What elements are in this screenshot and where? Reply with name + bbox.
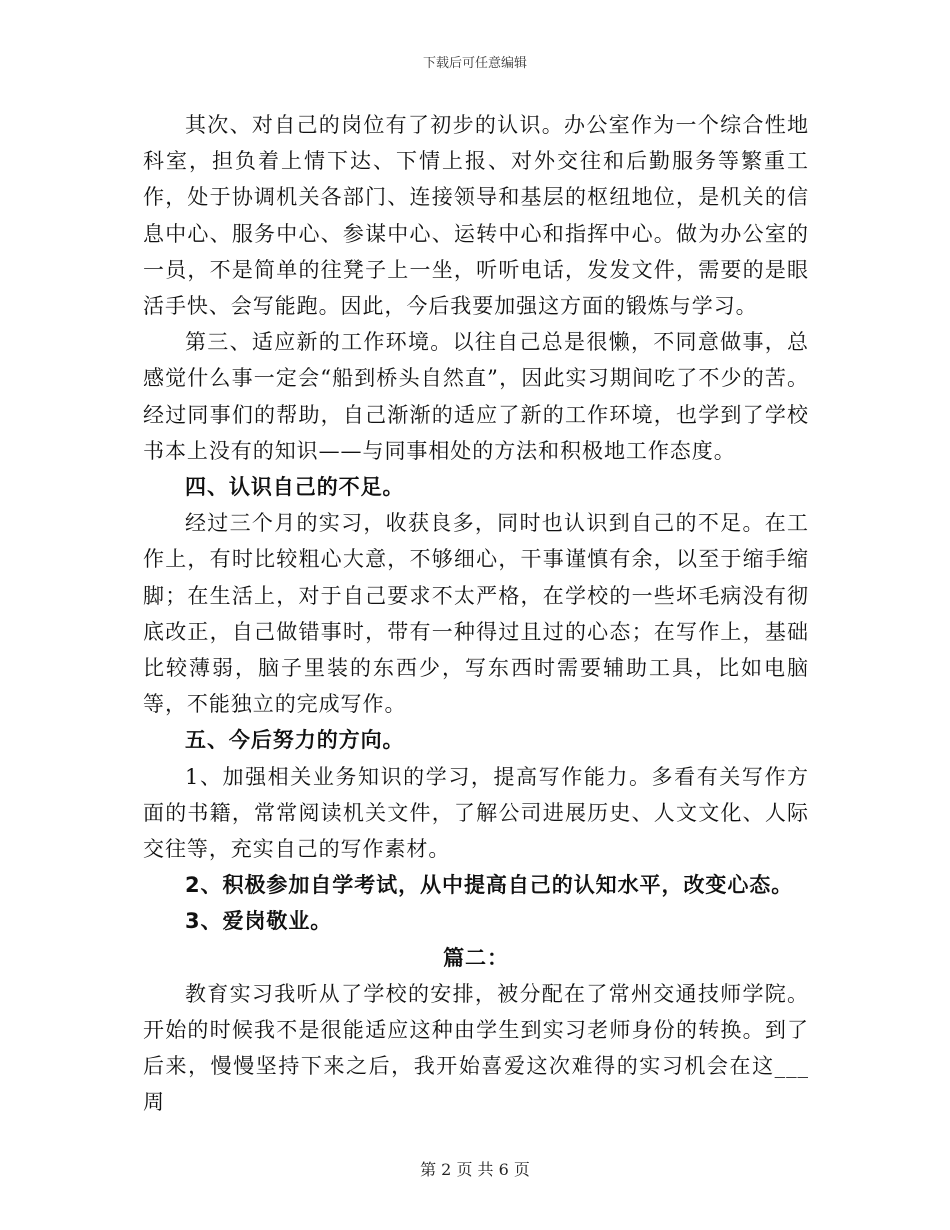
paragraph-writing-ability: 1、加强相关业务知识的学习，提高写作能力。多看有关写作方面的书籍，常常阅读机关文件，了解公司进展历史、人文文化、人际交往等，充实自己的写作素材。: [143, 764, 809, 862]
page-header: 下载后可任意编辑: [422, 56, 527, 71]
paragraph-teaching-internship: 教育实习我听从了学校的安排，被分配在了常州交通技师学院。开始的时候我不是很能适应这种由学生到实习老师身份的转换。到了后来，慢慢坚持下来之后，我开始喜爱这次难得的实习机会在这___周: [143, 981, 809, 1115]
heading-shortcomings: 四、认识自己的不足。: [185, 475, 405, 500]
heading-future-direction: 五、今后努力的方向。: [185, 728, 405, 753]
document-body: [143, 107, 809, 1121]
paragraph-shortcomings: 经过三个月的实习，收获良多，同时也认识到自己的不足。在工作上，有时比较粗心大意，不够细心，干事谨慎有余，以至于缩手缩脚；在生活上，对于自己要求不太严格，在学校的一些坏毛病没有彻底改正，自己做错事时，带有一种得过且过的心态；在写作上，基础比较薄弱，脑子里装的东西少，写东西时需要辅助工具，比如电脑等，不能独立的完成写作。: [143, 511, 809, 717]
section-title-part-two: 篇二：: [443, 945, 509, 970]
paragraph-position-understanding: 其次、对自己的岗位有了初步的认识。办公室作为一个综合性地科室，担负着上情下达、下情上报、对外交往和后勤服务等繁重工作，处于协调机关各部门、连接领导和基层的枢纽地位，是机关的信息中心、服务中心、参谋中心、运转中心和指挥中心。做为办公室的一员，不是简单的往凳子上一坐，听听电话，发发文件，需要的是眼活手快、会写能跑。因此，今后我要加强这方面的锻炼与学习。: [143, 113, 809, 319]
paragraph-love-work: 3、爱岗敬业。: [185, 909, 333, 934]
paragraph-work-environment: 第三、适应新的工作环境。以往自己总是很懒，不同意做事，总感觉什么事一定会“船到桥头自然直”，因此实习期间吃了不少的苦。经过同事们的帮助，自己渐渐的适应了新的工作环境，也学到了学校书本上没有的知识——与同事相处的方法和积极地工作态度。: [143, 330, 809, 463]
page-footer: 第 2 页 共 6 页: [420, 1160, 530, 1179]
paragraph-self-study-exam: 2、积极参加自学考试，从中提高自己的认知水平，改变心态。: [185, 873, 794, 898]
